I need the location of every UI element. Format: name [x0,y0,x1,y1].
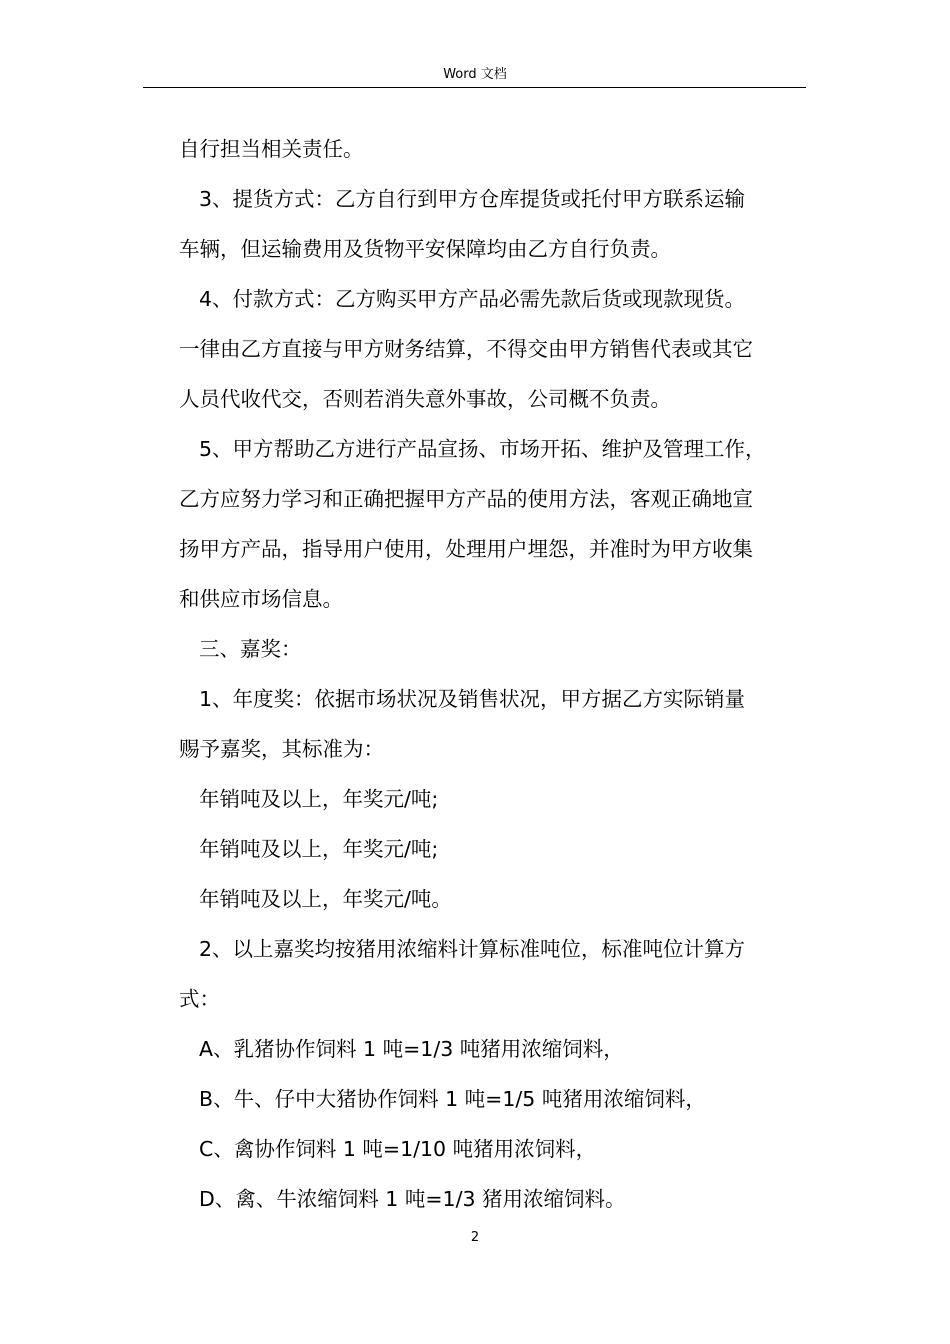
text-line: 一律由乙方直接与甲方财务结算，不得交由甲方销售代表或其它 [179,337,753,361]
page-number: 2 [470,1230,480,1245]
text-line: 3、提货方式：乙方自行到甲方仓库提货或托付甲方联系运输 [199,187,746,211]
text-line: 乙方应努力学习和正确把握甲方产品的使用方法，客观正确地宣 [179,487,753,511]
text-line: 自行担当相关责任。 [179,137,364,161]
text-line: 年销吨及以上，年奖元/吨; [199,837,439,861]
text-line: 5、甲方帮助乙方进行产品宣扬、市场开拓、维护及管理工作， [199,437,766,461]
text-line: A、乳猪协作饲料 1 吨=1/3 吨猪用浓缩饲料， [199,1037,624,1061]
text-line: 赐予嘉奖，其标准为： [179,737,384,761]
text-line: 1、年度奖：依据市场状况及销售状况，甲方据乙方实际销量 [199,687,746,711]
document-body [179,124,806,1224]
page-header: Word 文档 [443,67,507,82]
text-line: D、禽、牛浓缩饲料 1 吨=1/3 猪用浓缩饲料。 [199,1187,626,1211]
text-line: 年销吨及以上，年奖元/吨; [199,787,439,811]
header-divider [143,87,806,88]
text-line: 年销吨及以上，年奖元/吨。 [199,887,452,911]
text-line: 2、以上嘉奖均按猪用浓缩料计算标准吨位，标准吨位计算方 [199,937,746,961]
text-line: C、禽协作饲料 1 吨=1/10 吨猪用浓饲料， [199,1137,597,1161]
text-line: 式： [179,987,220,1011]
text-line: 人员代收代交，否则若消失意外事故，公司概不负责。 [179,387,671,411]
text-line: 扬甲方产品，指导用户使用，处理用户埋怨，并准时为甲方收集 [179,537,753,561]
text-line: 车辆，但运输费用及货物平安保障均由乙方自行负责。 [179,237,671,261]
text-line: 4、付款方式：乙方购买甲方产品必需先款后货或现款现货。 [199,287,746,311]
text-line: 三、嘉奖： [199,637,302,661]
text-line: B、牛、仔中大猪协作饲料 1 吨=1/5 吨猪用浓缩饲料， [199,1087,706,1111]
text-line: 和供应市场信息。 [179,587,343,611]
